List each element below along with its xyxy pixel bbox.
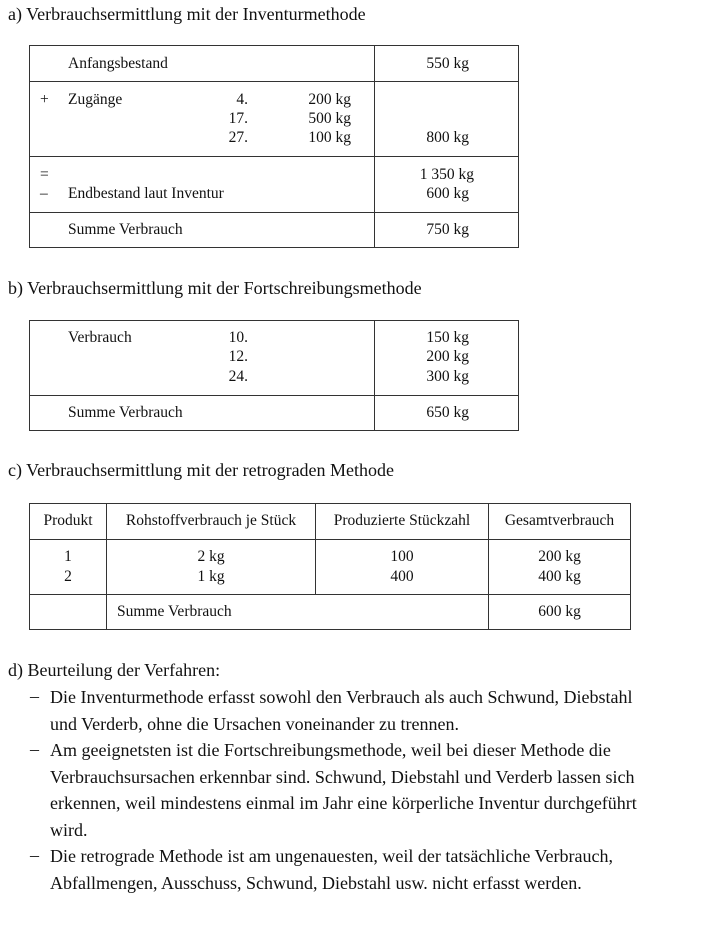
endbestand-value: 600 kg — [426, 185, 469, 202]
table-divider — [29, 594, 631, 595]
bullet-text-2: Am geeignetsten ist die Fortschreibungsmethode, weil bei dieser Methode die Verbrauchsursachen erkennbar sind. Schwund, Diebstahl und Verderb lassen sich erkennen, weil mindestens einmal im Jahr eine körperliche Inventur durchgeführt wird. — [50, 740, 637, 840]
column-header: Rohstoffverbrauch je Stück — [125, 512, 297, 529]
subtotal-value: 1 350 kg — [419, 166, 474, 183]
verbrauch-label: Verbrauch — [68, 329, 132, 346]
zugang-day: 4. — [236, 91, 248, 108]
cell-gesamt: 400 kg — [538, 568, 581, 585]
zugaenge-total: 800 kg — [426, 129, 469, 146]
anfangsbestand-label: Anfangsbestand — [68, 55, 168, 72]
zugang-amount: 500 kg — [308, 110, 351, 127]
verbrauch-day: 12. — [228, 348, 248, 365]
cell-produkt: 2 — [64, 568, 72, 585]
zugang-day: 27. — [228, 129, 248, 146]
cell-je-stueck: 2 kg — [197, 548, 225, 565]
summe-label: Summe Verbrauch — [68, 404, 183, 421]
minus-sign: – — [40, 185, 48, 202]
bullet-dash: – — [30, 686, 39, 706]
cell-stueckzahl: 400 — [390, 568, 414, 585]
heading-d: d) Beurteilung der Verfahren: — [8, 660, 221, 680]
summe-value: 750 kg — [426, 221, 469, 238]
cell-je-stueck: 1 kg — [197, 568, 225, 585]
zugaenge-label: Zugänge — [68, 91, 123, 108]
zugang-day: 17. — [228, 110, 248, 127]
table-divider — [29, 539, 631, 540]
heading-c: c) Verbrauchsermittlung mit der retrograden Methode — [8, 460, 395, 480]
verbrauch-day: 24. — [228, 368, 248, 385]
column-header: Gesamtverbrauch — [504, 512, 615, 529]
verbrauch-amount: 300 kg — [426, 368, 469, 385]
zugang-amount: 100 kg — [308, 129, 351, 146]
bullet-text-1: Die Inventurmethode erfasst sowohl den Verbrauch als auch Schwund, Diebstahl und Verderb, ohne die Ursachen voneinander zu trennen. — [50, 687, 633, 734]
summe-value: 650 kg — [426, 404, 469, 421]
bullet-text-3: Die retrograde Methode ist am ungenauesten, weil der tatsächliche Verbrauch, Abfallmengen, Ausschuss, Schwund, Diebstahl usw. nicht erfasst werden. — [50, 846, 613, 893]
verbrauch-amount: 150 kg — [426, 329, 469, 346]
summe-label: Summe Verbrauch — [117, 603, 232, 620]
cell-stueckzahl: 100 — [390, 548, 414, 565]
equals-sign: = — [40, 166, 49, 183]
table-divider — [29, 395, 519, 396]
table-divider — [29, 156, 519, 157]
summe-label: Summe Verbrauch — [68, 221, 183, 238]
bullet-dash: – — [30, 739, 39, 759]
column-header: Produkt — [43, 512, 93, 529]
verbrauch-day: 10. — [228, 329, 248, 346]
verbrauch-amount: 200 kg — [426, 348, 469, 365]
heading-b: b) Verbrauchsermittlung mit der Fortschreibungsmethode — [8, 278, 422, 298]
plus-sign: + — [40, 91, 49, 108]
cell-gesamt: 200 kg — [538, 548, 581, 565]
anfangsbestand-value: 550 kg — [426, 55, 469, 72]
table-divider — [29, 212, 519, 213]
cell-produkt: 1 — [64, 548, 72, 565]
heading-a: a) Verbrauchsermittlung mit der Inventurmethode — [8, 4, 366, 24]
summe-value: 600 kg — [538, 603, 581, 620]
bullet-dash: – — [30, 845, 39, 865]
column-header: Produzierte Stückzahl — [333, 512, 471, 529]
table-divider — [29, 81, 519, 82]
endbestand-label: Endbestand laut Inventur — [68, 185, 224, 202]
zugang-amount: 200 kg — [308, 91, 351, 108]
